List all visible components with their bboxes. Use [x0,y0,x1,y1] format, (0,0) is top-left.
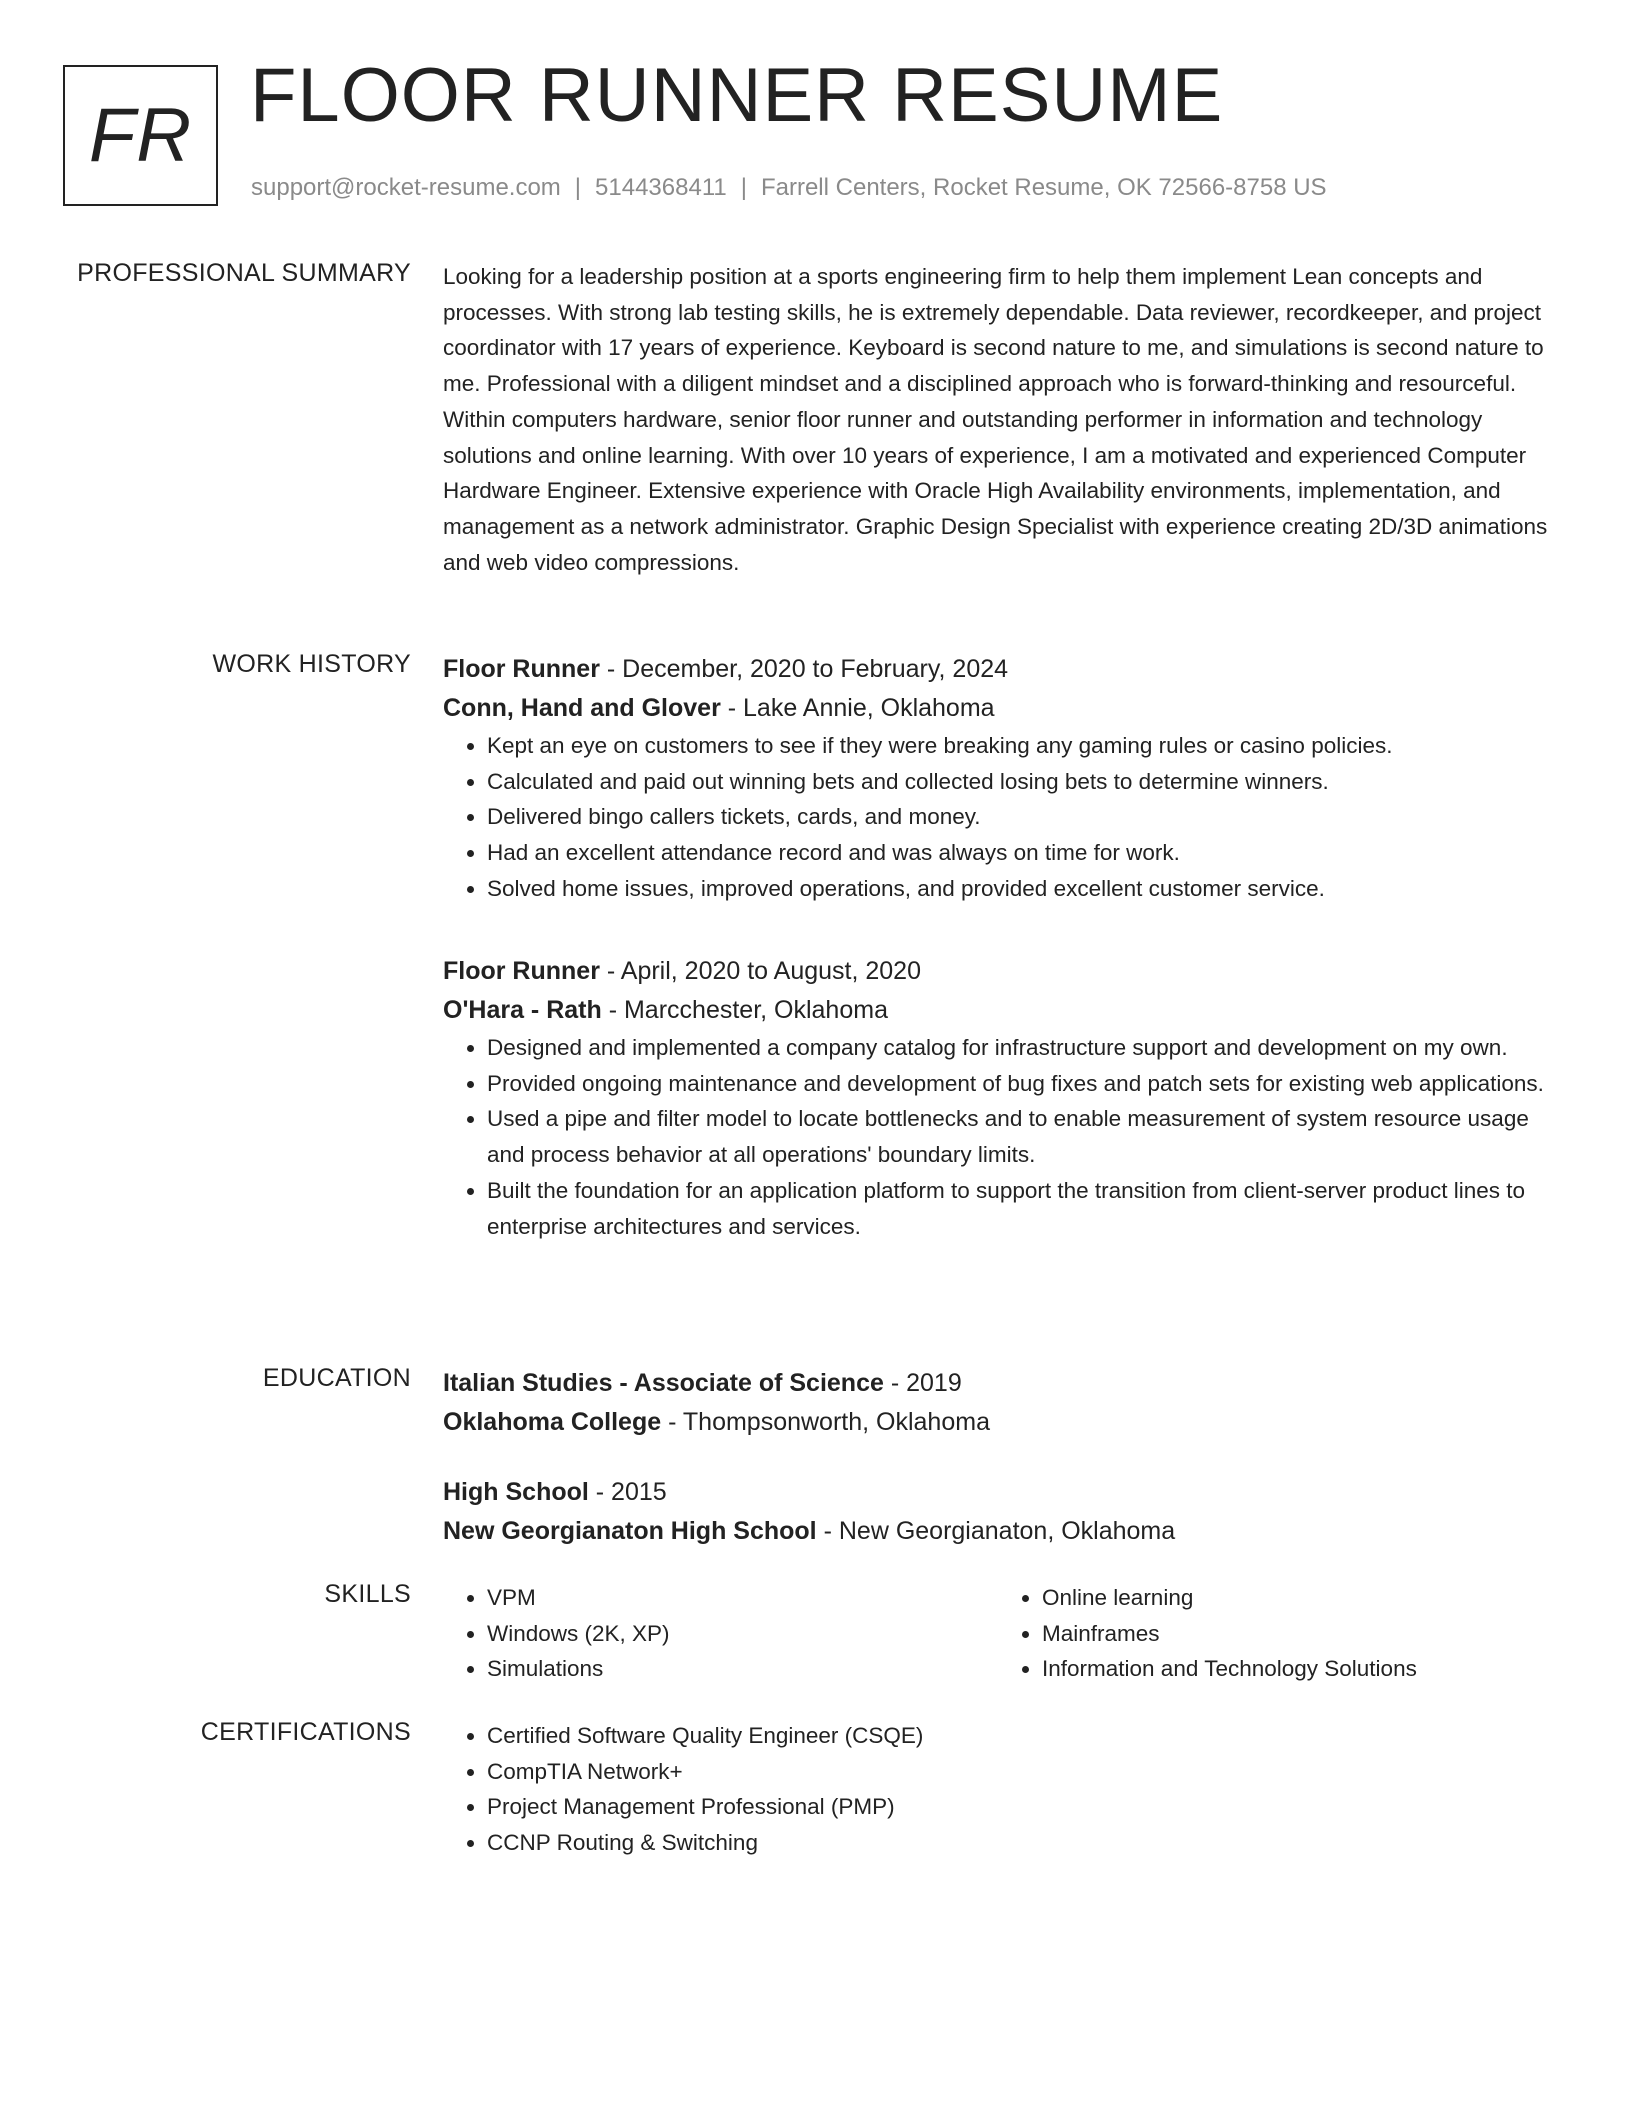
section-label: SKILLS [324,1580,411,1608]
degree-year: - 2015 [588,1478,667,1506]
section-label: EDUCATION [262,1364,411,1392]
list-item: • Delivered bingo callers tickets, cards, and money. [487,799,1553,835]
list-item: • Solved home issues, improved operations, and provided excellent customer service. [487,871,1553,907]
list-item: • Built the foundation for an application platform to support the transition from client-server product lines to enterprise architectures and services. [487,1173,1553,1244]
education-entry [443,1364,1553,1442]
job-entry [443,650,1553,907]
resume-title: FLOOR RUNNER RESUME [250,53,1224,138]
list-item: • Simulations [487,1651,998,1687]
school-location: - New Georgianaton, Oklahoma [816,1517,1176,1545]
skills-columns [443,1580,1553,1687]
job-title: Floor Runner [443,655,600,683]
list-item: • Mainframes [1042,1616,1553,1652]
job-title: Floor Runner [443,957,600,985]
list-item: • Project Management Professional (PMP) [487,1789,1553,1825]
contact-separator: | [574,174,582,201]
contact-separator: | [740,174,747,201]
list-item: • Had an excellent attendance record and was always on time for work. [487,835,1553,871]
list-item: • CCNP Routing & Switching [487,1825,1553,1861]
contact-address: Farrell Centers, Rocket Resume, OK 72566-8758 US [760,174,1327,201]
contact-email[interactable]: support@rocket-resume.com [251,174,561,201]
list-item: • Online learning [1042,1580,1553,1616]
job-company: O'Hara - Rath [443,996,602,1024]
job-location: - Marcchester, Oklahoma [601,996,888,1024]
list-item: • Provided ongoing maintenance and development of bug fixes and patch sets for existing web applications. [487,1066,1553,1102]
section-label: PROFESSIONAL SUMMARY [77,259,411,287]
initials: FR [88,93,193,178]
summary-text: Looking for a leadership position at a sports engineering firm to help them implement Lean concepts and processes. With strong lab testing skills, he is extremely dependable. Data reviewer, recordkeeper, and project coordinator with 17 years of experience. Keyboard is second nature to me, and simulations is second nature to me. Professional with a diligent mindset and a disciplined approach who is forward-thinking and resourceful. Within computers hardware, senior floor runner and outstanding performer in information and technology solutions and online learning. With over 10 years of experience, I am a motivated and experienced Computer Hardware Engineer. Extensive experience with Oracle High Availability environments, implementation, and management as a network administrator. Graphic Design Specialist with experience creating 2D/3D animations and web video compressions. [443,264,1548,575]
contact-phone[interactable]: 5144368411 [595,174,727,201]
skills-list [998,1580,1553,1687]
initials-monogram [63,65,218,206]
school: New Georgianaton High School [443,1517,817,1545]
job-bullets [443,1030,1553,1244]
job-title-line [443,952,1553,991]
list-item: • Windows (2K, XP) [487,1616,998,1652]
degree: High School [443,1478,589,1506]
job-company: Conn, Hand and Glover [443,694,721,722]
job-bullets [443,728,1553,907]
certifications-list [443,1718,1553,1861]
list-item: • CompTIA Network+ [487,1754,1553,1790]
school-line [443,1403,1553,1442]
job-location: - Lake Annie, Oklahoma [720,694,995,722]
skills-list [443,1580,998,1687]
school-line [443,1512,1553,1551]
degree: Italian Studies - Associate of Science [443,1369,884,1397]
job-title-line [443,650,1553,689]
section-label: CERTIFICATIONS [200,1718,411,1746]
job-entry [443,952,1553,1244]
job-dates: - December, 2020 to February, 2024 [599,655,1009,683]
list-item: • Information and Technology Solutions [1042,1651,1553,1687]
school: Oklahoma College [443,1408,662,1436]
job-company-line [443,991,1553,1030]
school-location: - Thompsonworth, Oklahoma [661,1408,990,1436]
education-entry [443,1473,1553,1551]
list-item: • Kept an eye on customers to see if they were breaking any gaming rules or casino policies. [487,728,1553,764]
degree-line [443,1364,1553,1403]
job-company-line [443,689,1553,728]
contact-line [251,174,1327,202]
list-item: • Certified Software Quality Engineer (CSQE) [487,1718,1553,1754]
degree-line [443,1473,1553,1512]
list-item: • VPM [487,1580,998,1616]
job-dates: - April, 2020 to August, 2020 [599,957,921,985]
list-item: • Calculated and paid out winning bets and collected losing bets to determine winners. [487,764,1553,800]
section-label: WORK HISTORY [212,650,411,678]
list-item: • Used a pipe and filter model to locate bottlenecks and to enable measurement of system resource usage and process behavior at all operations' boundary limits. [487,1101,1553,1172]
list-item: • Designed and implemented a company catalog for infrastructure support and development on my own. [487,1030,1553,1066]
degree-year: - 2019 [883,1369,962,1397]
